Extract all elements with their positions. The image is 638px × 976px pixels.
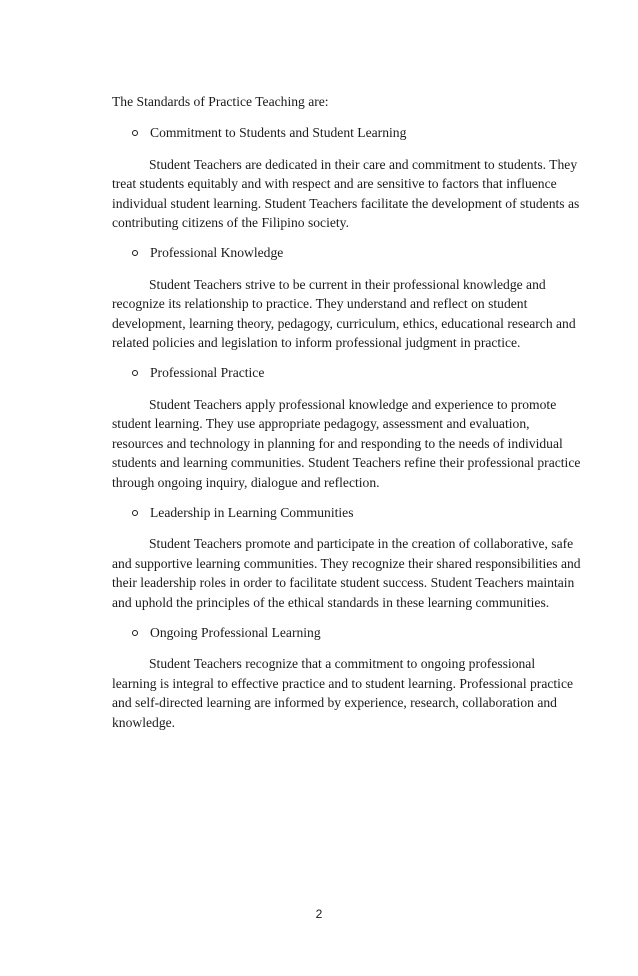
section-heading: Professional Practice [150, 365, 265, 381]
section-body: Student Teachers promote and participate in the creation of collaborative, safe and supportive learning communities. They recognize their shared responsibilities and their leadership roles in order to facilitate student success. Student Teachers maintain and uphold the principles of the ethical standards in these learning communities. [112, 536, 581, 610]
standard-section-knowledge [112, 243, 604, 352]
section-heading-row [112, 623, 604, 642]
bullet-icon [132, 510, 138, 516]
page-number: 2 [315, 907, 323, 921]
bullet-icon [132, 250, 138, 256]
section-heading-row [112, 243, 604, 262]
section-heading: Professional Knowledge [150, 245, 284, 261]
standard-section-learning [112, 623, 604, 732]
document-content [112, 92, 604, 743]
standard-section-practice [112, 363, 604, 491]
section-body: Student Teachers recognize that a commitment to ongoing professional learning is integral to effective practice and to student learning. Professional practice and self-directed learning are informed by experience, research, collaboration and knowledge. [112, 656, 574, 730]
section-body: Student Teachers apply professional knowledge and experience to promote student learning. They use appropriate pedagogy, assessment and evaluation, resources and technology in planning for and responding to the needs of individual students and learning communities. Student Teachers refine their professional practice through ongoing inquiry, dialogue and reflection. [112, 396, 581, 490]
bullet-icon [132, 130, 138, 136]
section-heading-row [112, 123, 604, 142]
bullet-icon [132, 630, 138, 636]
section-heading: Ongoing Professional Learning [150, 624, 321, 640]
section-heading-row [112, 503, 604, 522]
section-body: Student Teachers are dedicated in their care and commitment to students. They treat students equitably and with respect and are sensitive to factors that influence individual student learning. Student Teachers facilitate the development of students as contributing citizens of the Filipino society. [112, 156, 580, 231]
standard-section-leadership [112, 503, 604, 612]
intro-text: The Standards of Practice Teaching are: [112, 94, 329, 109]
section-heading-row [112, 363, 604, 382]
standard-section-commitment [112, 123, 604, 232]
section-heading: Leadership in Learning Communities [150, 504, 354, 520]
bullet-icon [132, 370, 138, 376]
section-body: Student Teachers strive to be current in their professional knowledge and recognize its relationship to practice. They understand and reflect on student development, learning theory, pedagogy, curriculum, ethics, educational research and related policies and legislation to inform professional judgment in practice. [112, 276, 576, 351]
section-heading: Commitment to Students and Student Learning [150, 125, 407, 141]
